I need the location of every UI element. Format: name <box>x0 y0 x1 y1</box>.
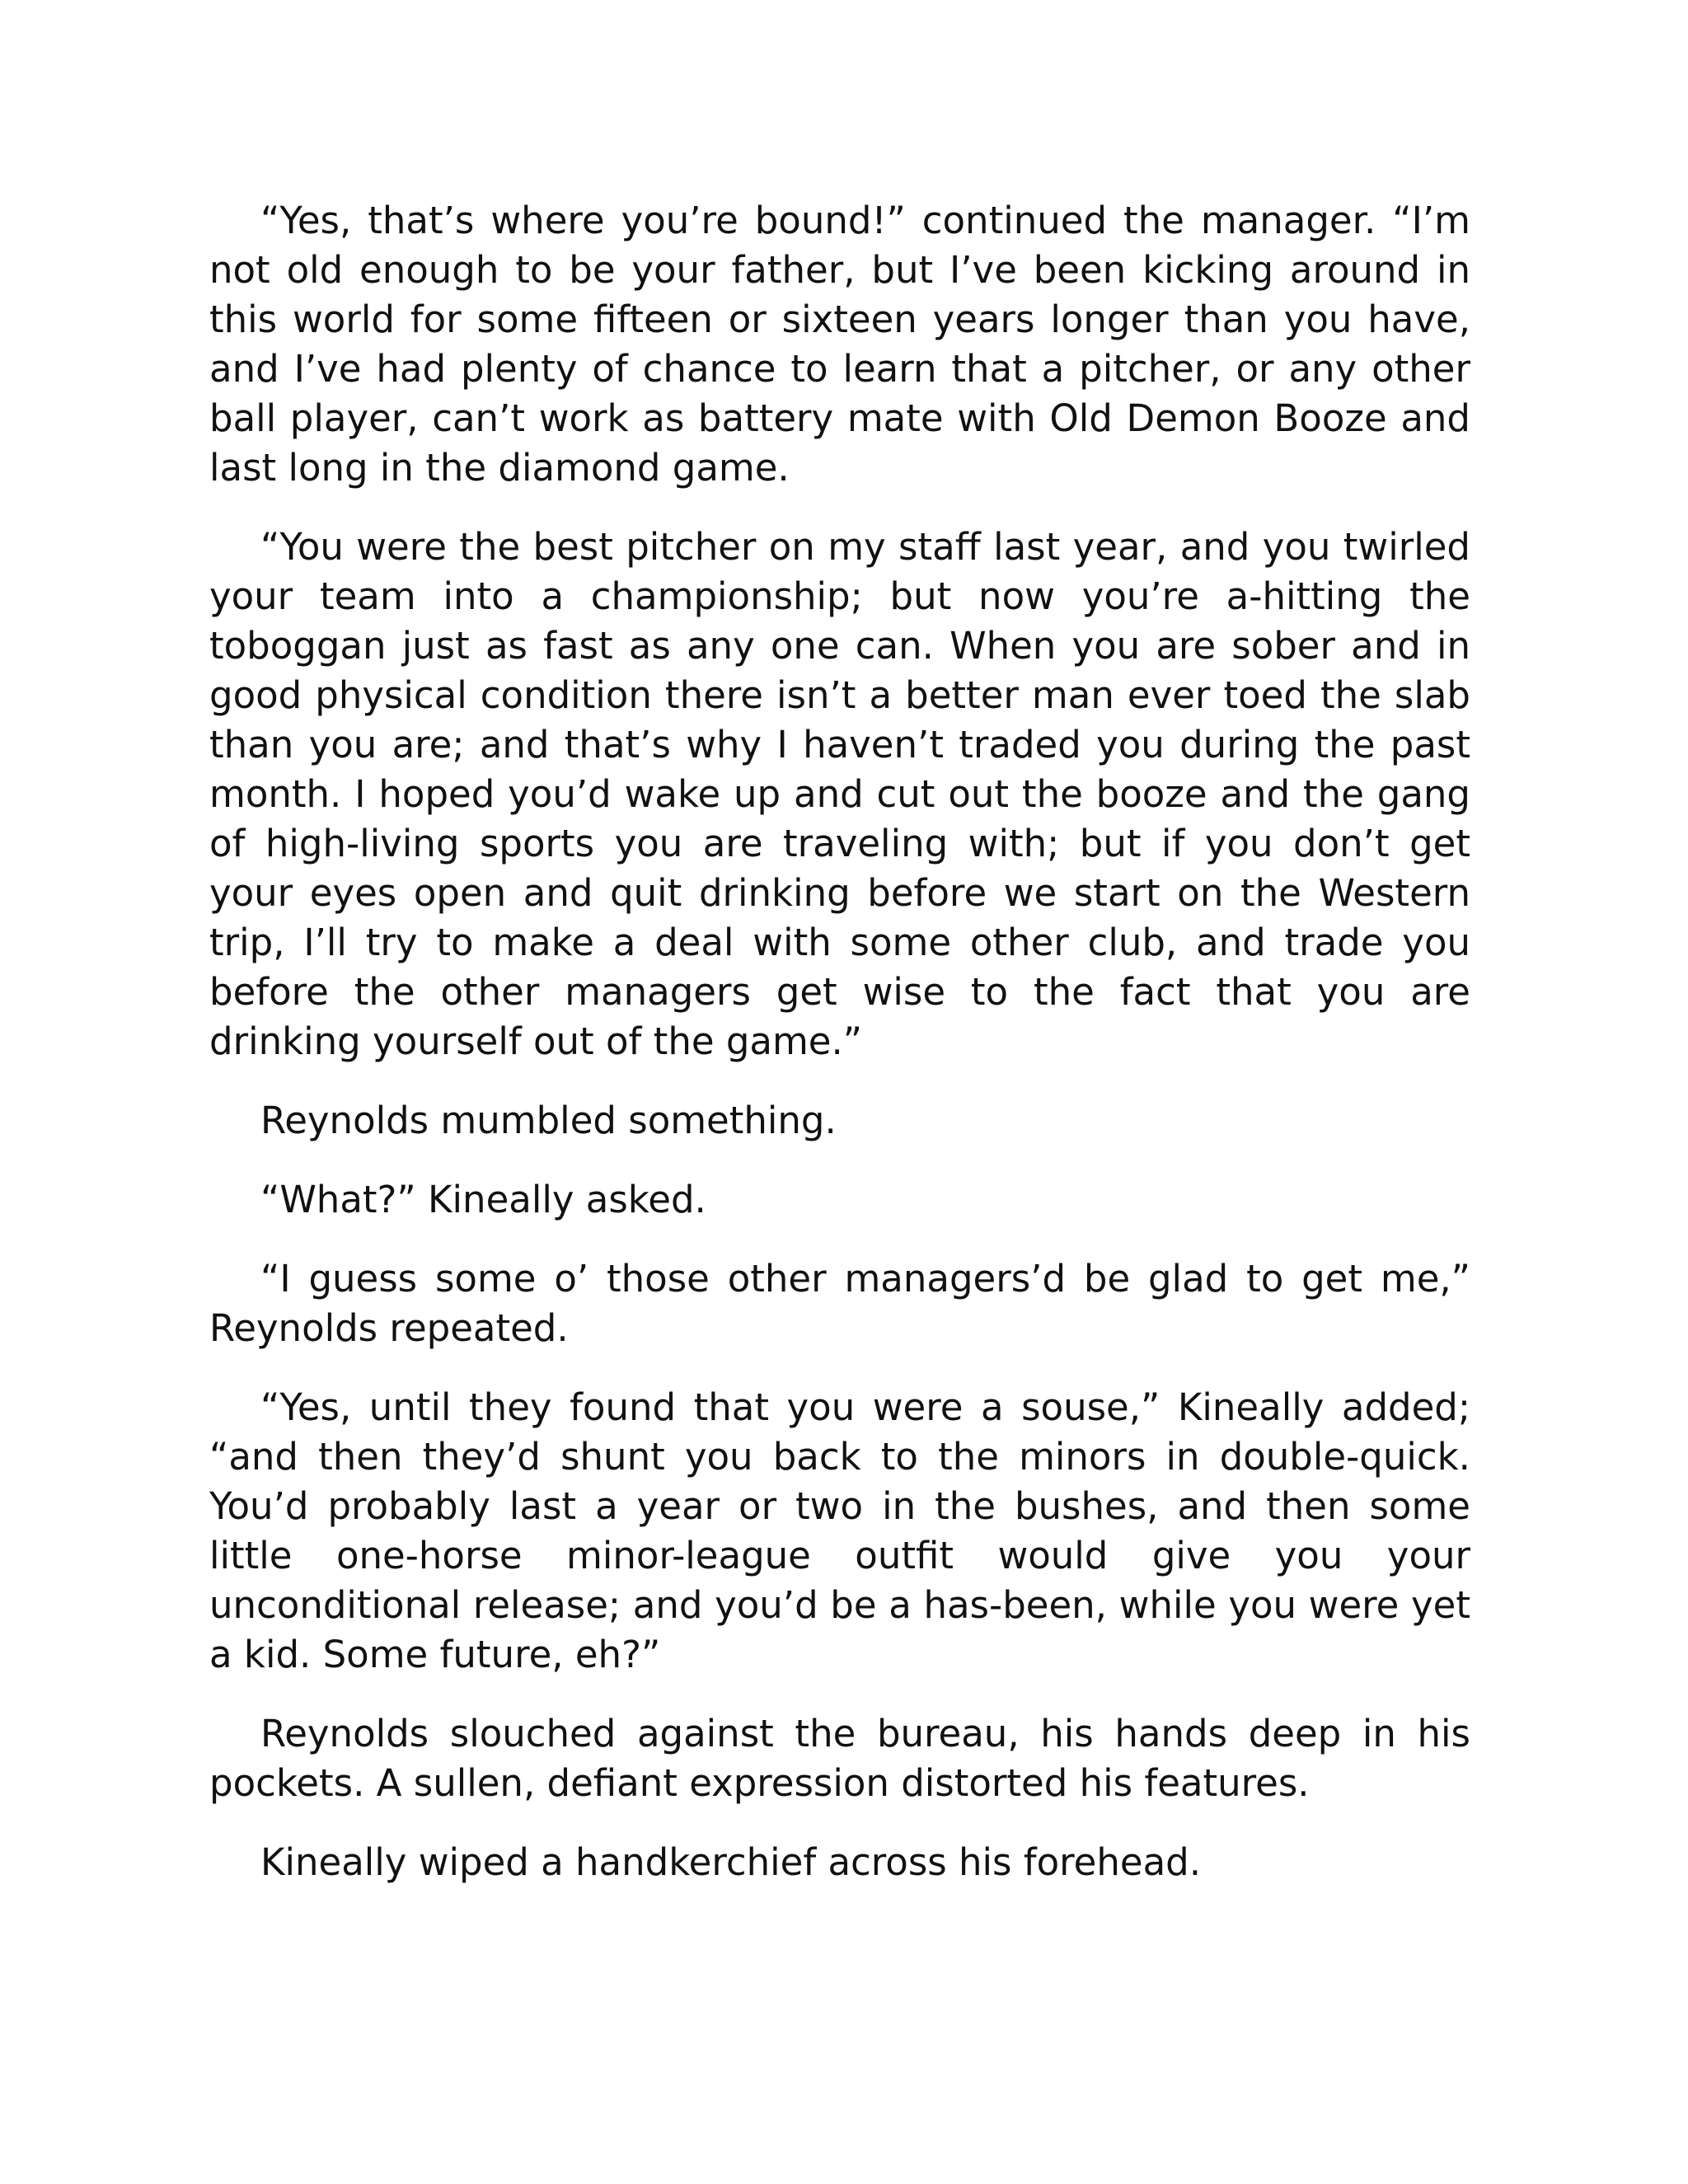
paragraph-7: Reynolds slouched against the bureau, his hands deep in his pockets. A sullen, defiant expression distorted his features. <box>209 1712 1470 1805</box>
paragraph-4: “What?” Kineally asked. <box>260 1178 706 1221</box>
paragraph-8: Kineally wiped a handkerchief across his forehead. <box>260 1840 1202 1884</box>
paragraph-3: Reynolds mumbled something. <box>260 1099 837 1142</box>
paragraph-5: “I guess some o’ those other managers’d be glad to get me,” Reynolds repeated. <box>209 1257 1470 1350</box>
page-body <box>209 196 1470 1917</box>
paragraph-6: “Yes, until they found that you were a souse,” Kineally added; “and then they’d shunt you back to the minors in double-quick. You’d probably last a year or two in the bushes, and then some little one-horse minor-league outfit would give you your unconditional release; and you’d be a has-been, while you were yet a kid. Some future, eh?” <box>209 1385 1470 1676</box>
paragraph-2: “You were the best pitcher on my staff last year, and you twirled your team into a championship; but now you’re a-hitting the toboggan just as fast as any one can. When you are sober and in good physical condition there isn’t a better man ever toed the slab than you are; and that’s why I haven’t traded you during the past month. I hoped you’d wake up and cut out the booze and the gang of high-living sports you are traveling with; but if you don’t get your eyes open and quit drinking before we start on the Western trip, I’ll try to make a deal with some other club, and trade you before the other managers get wise to the fact that you are drinking yourself out of the game.” <box>209 525 1470 1063</box>
paragraph-1: “Yes, that’s where you’re bound!” continued the manager. “I’m not old enough to be your father, but I’ve been kicking around in this world for some fifteen or sixteen years longer than you have, and I’ve had plenty of chance to learn that a pitcher, or any other ball player, can’t work as battery mate with Old Demon Booze and last long in the diamond game. <box>209 199 1470 490</box>
